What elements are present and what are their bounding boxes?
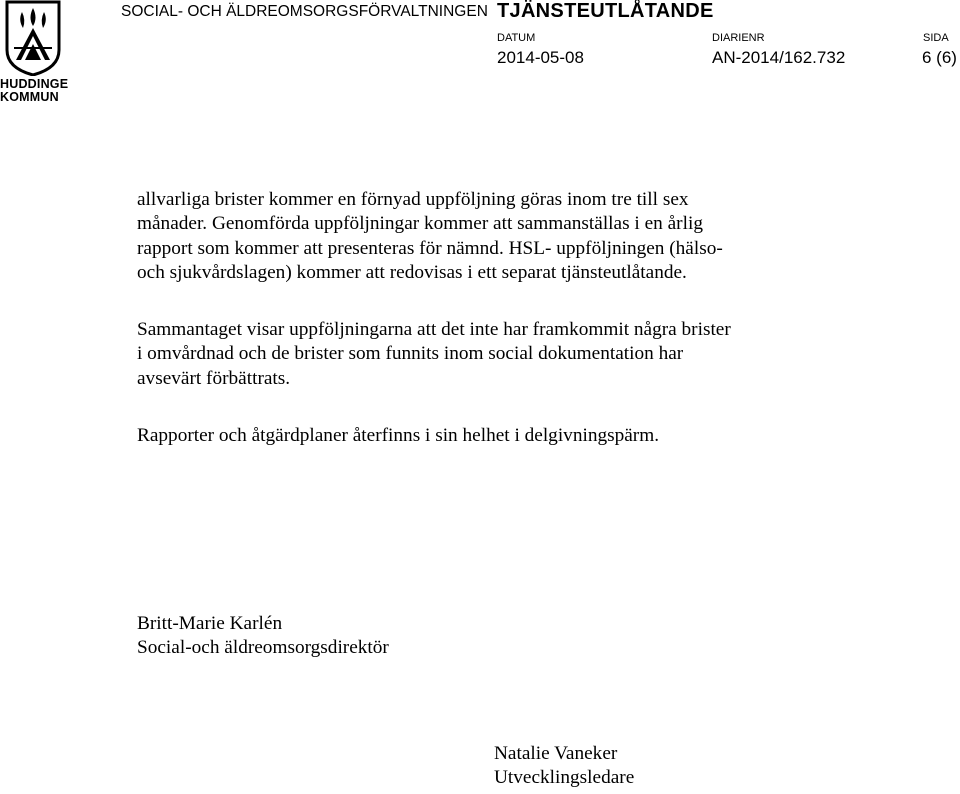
- document-type: TJÄNSTEUTLÅTANDE: [497, 0, 714, 22]
- paragraph-line: Rapporter och åtgärdplaner återfinns i sin helhet i delgivningspärm.: [137, 425, 660, 446]
- paragraph-line: månader. Genomförda uppföljningar kommer att sammanställas i en årlig: [137, 213, 703, 235]
- reference-label: DIARIENR: [712, 32, 765, 44]
- logo-text-line-2: KOMMUN: [0, 90, 59, 104]
- department-name: SOCIAL- OCH ÄLDREOMSORGSFÖRVALTNINGEN: [121, 3, 488, 20]
- logo-text: [0, 78, 74, 104]
- reference-value: AN-2014/162.732: [712, 48, 846, 67]
- paragraph-continuation: [137, 188, 817, 285]
- signatory-title: Utvecklingsledare: [494, 767, 635, 789]
- paragraph-line: avsevärt förbättrats.: [137, 367, 291, 389]
- paragraph-line: allvarliga brister kommer en förnyad uppföljning göras inom tre till sex: [137, 189, 689, 210]
- paragraph-line: Sammantaget visar uppföljningarna att det inte har framkommit några brister: [137, 319, 731, 340]
- signatory-title: Social-och äldreomsorgsdirektör: [137, 637, 389, 659]
- page-number: 6 (6): [922, 48, 957, 67]
- paragraph-reports: [137, 424, 817, 448]
- date-value: 2014-05-08: [497, 48, 584, 67]
- signature-secondary: [494, 742, 634, 791]
- date-label: DATUM: [497, 32, 536, 44]
- logo-text-line-1: HUDDINGE: [0, 77, 69, 91]
- huddinge-logo: [0, 0, 69, 108]
- signatory-name: Natalie Vaneker: [494, 743, 618, 764]
- paragraph-line: och sjukvårdslagen) kommer att redovisas i ett separat tjänsteutlåtande.: [137, 261, 687, 283]
- paragraph-line: rapport som kommer att presenteras för nämnd. HSL- uppföljningen (hälso-: [137, 237, 723, 259]
- municipal-crest-icon: [4, 0, 62, 76]
- page-label: SIDA: [923, 32, 949, 44]
- paragraph-summary: [137, 318, 817, 391]
- signature-primary: [137, 612, 389, 661]
- paragraph-line: i omvårdnad och de brister som funnits inom social dokumentation har: [137, 343, 684, 365]
- signatory-name: Britt-Marie Karlén: [137, 613, 283, 634]
